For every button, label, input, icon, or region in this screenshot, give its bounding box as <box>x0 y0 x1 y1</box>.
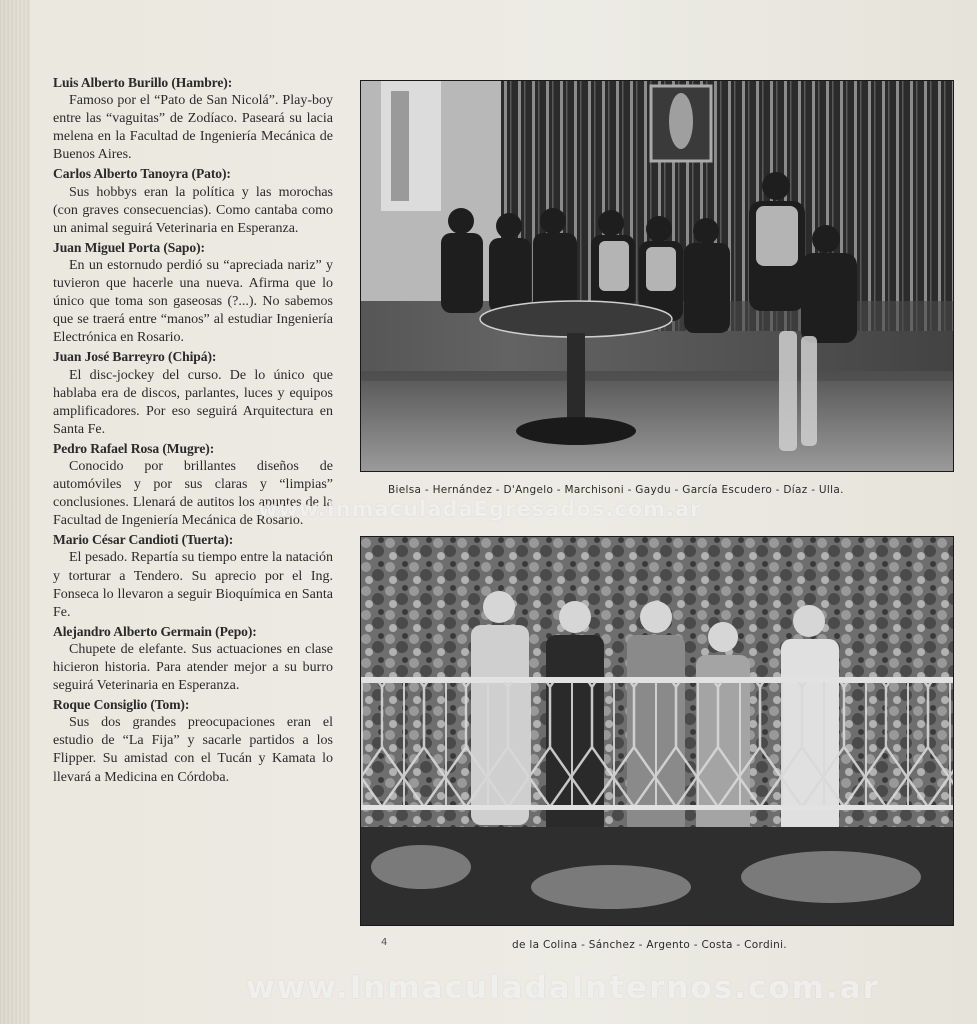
page-number: 4 <box>381 937 388 948</box>
entry <box>53 165 333 237</box>
watermark-internos: www.InmaculadaInternos.com.ar <box>246 970 880 1006</box>
entry <box>53 531 333 621</box>
entry-body: En un estornudo perdió su “apreciada nariz” y tuvieron que hacerle una nueva. Afirma que lo único que toma son gaseosas (?...). No sabemos que se traerá entre “manos” al estudiar Ingeniería Electrónica en Rosario. <box>53 257 333 346</box>
entry <box>53 74 333 164</box>
entry-body: Sus dos grandes preocupaciones eran el estudio de “La Fija” y sacarle partidos a los Flipper. Su amistad con el Tucán y Kamata lo llevará a Medicina en Córdoba. <box>53 715 333 785</box>
entry-name: Juan Miguel Porta (Sapo): <box>53 239 205 255</box>
entry-name: Pedro Rafael Rosa (Mugre): <box>53 440 215 456</box>
entry <box>53 696 333 786</box>
bottom-photo-caption: de la Colina - Sánchez - Argento - Costa - Cordini. <box>512 939 787 951</box>
entry-body: Sus hobbys eran la política y las morochas (con graves consecuencias). Como cantaba como un animal seguirá Veterinaria en Esperanza. <box>53 184 333 236</box>
entry-body: Famoso por el “Pato de San Nicolá”. Play-boy entre las “vaguitas” de Zodíaco. Paseará su lacia melena en la Facultad de Ingeniería Mecánica de Buenos Aires. <box>53 93 333 163</box>
entry-name: Carlos Alberto Tanoyra (Pato): <box>53 166 231 182</box>
watermark-egresados: www.InmaculadaEgresados.com.ar <box>258 497 702 521</box>
graduates-text-column <box>53 74 333 788</box>
page-stack-edge <box>0 0 30 1024</box>
group-photo-seated-image <box>361 81 953 471</box>
entry-body: El disc-jockey del curso. De lo único que hablaba era de discos, parlantes, luces y equipos amplificadores. Por eso seguirá Arquitectura en Santa Fe. <box>53 367 333 437</box>
entry-body: El pesado. Repartía su tiempo entre la natación y torturar a Tendero. Su aprecio por el Ing. Fonseca lo llevaron a seguir Bioquímica en Santa Fe. <box>53 550 333 620</box>
group-photo-railing-image <box>361 537 953 925</box>
entry <box>53 239 333 348</box>
entry <box>53 348 333 438</box>
entry-name: Alejandro Alberto Germain (Pepo): <box>53 623 257 639</box>
entry-body: Conocido por brillantes diseños de automóviles y por sus claras y “limpias” conclusiones. Llenará de autitos los apuntes de la Facultad de Ingeniería Mecánica de Rosario. <box>53 458 333 529</box>
entry-name: Mario César Candioti (Tuerta): <box>53 532 234 548</box>
entry-name: Luis Alberto Burillo (Hambre): <box>53 75 233 90</box>
entry <box>53 623 333 695</box>
entry-name: Roque Consiglio (Tom): <box>53 697 190 713</box>
top-photo-caption: Bielsa - Hernández - D'Angelo - Marchisoni - Gaydu - García Escudero - Díaz - Ulla. <box>388 484 844 496</box>
group-photo-railing <box>360 536 954 926</box>
entry-body: Chupete de elefante. Sus actuaciones en clase hicieron historia. Para atender mejor a su burro seguirá Veterinaria en Esperanza. <box>53 641 333 694</box>
group-photo-seated <box>360 80 954 472</box>
entry-name: Juan José Barreyro (Chipá): <box>53 349 217 365</box>
